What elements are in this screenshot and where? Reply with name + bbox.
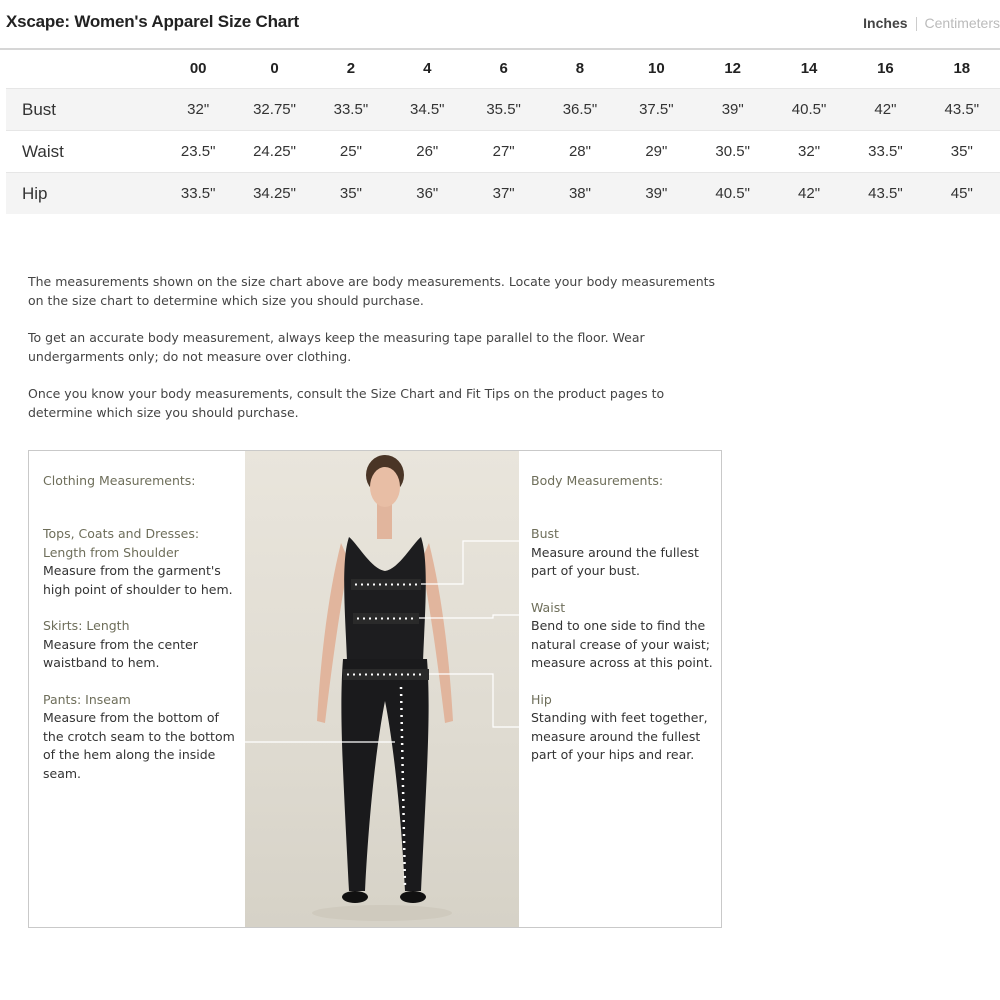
body-item-text: Standing with feet together, measure around the fullest part of your hips and rear. [531, 710, 708, 762]
size-header: 6 [499, 59, 508, 77]
size-header: 16 [877, 59, 894, 77]
table-cell: 37.5" [618, 89, 694, 131]
table-cell: 45" [924, 173, 1000, 215]
table-cell: 33.5" [847, 131, 923, 173]
size-header: 10 [647, 59, 665, 77]
body-item-bust [531, 525, 717, 581]
table-cell: 28" [542, 131, 618, 173]
body-item-title: Bust [531, 526, 559, 541]
table-cell: 29" [618, 131, 694, 173]
body-item-title: Hip [531, 691, 552, 707]
body-item-text: Bend to one side to find the natural crease of your waist; measure across at this point. [531, 618, 713, 670]
table-cell: 35.5" [465, 89, 541, 131]
row-label: Hip [6, 173, 160, 215]
size-header: 4 [423, 59, 432, 77]
body-item-title: Waist [531, 599, 566, 615]
table-cell: 43.5" [847, 173, 923, 215]
page-title: Xscape: Women's Apparel Size Chart [6, 12, 299, 31]
clothing-item-text: Measure from the garment's high point of shoulder to hem. [43, 563, 233, 597]
table-cell: 26" [389, 131, 465, 173]
table-cell: 43.5" [924, 89, 1000, 131]
row-label: Bust [6, 89, 160, 131]
table-cell: 35" [924, 131, 1000, 173]
size-header: 18 [953, 59, 971, 77]
body-item-waist [531, 599, 717, 673]
measurement-instructions [28, 273, 728, 441]
table-cell: 23.5" [160, 131, 236, 173]
clothing-item-text: Measure from the bottom of the crotch seam to the bottom of the hem along the inside seam. [43, 710, 235, 781]
body-measurements-heading: Body Measurements: [531, 473, 664, 488]
intro-paragraph: The measurements shown on the size chart above are body measurements. Locate your body measurements on the size chart to determine which size you should purchase. [28, 274, 716, 308]
clothing-item-title: Skirts: Length [43, 618, 130, 633]
table-row-bust [6, 89, 1000, 131]
size-header: 14 [800, 59, 818, 77]
intro-paragraph: To get an accurate body measurement, always keep the measuring tape parallel to the floor. Wear undergarments only; do not measure over clothing. [28, 330, 645, 364]
table-cell: 42" [847, 89, 923, 131]
clothing-item [43, 525, 243, 599]
table-cell: 40.5" [771, 89, 847, 131]
size-header: 0 [270, 59, 279, 77]
clothing-item-title: Tops, Coats and Dresses: Length from Shoulder [43, 526, 200, 560]
table-cell: 24.25" [236, 131, 312, 173]
table-cell: 32" [160, 89, 236, 131]
body-item-hip [531, 691, 717, 765]
body-item-text: Measure around the fullest part of your bust. [531, 544, 699, 578]
size-header: 2 [346, 59, 356, 77]
clothing-item [43, 617, 243, 673]
table-cell: 40.5" [695, 173, 771, 215]
clothing-item-text: Measure from the center waistband to hem. [43, 636, 198, 670]
waist-tape [353, 613, 419, 624]
corner-cell [6, 48, 160, 89]
clothing-item-title: Pants: Inseam [43, 691, 131, 707]
table-cell: 27" [465, 131, 541, 173]
table-cell: 36.5" [542, 89, 618, 131]
page-header [0, 0, 1000, 50]
unit-centimeters-toggle[interactable]: Centimeters [924, 15, 1000, 31]
table-cell: 39" [618, 173, 694, 215]
table-cell: 33.5" [160, 173, 236, 215]
clothing-measurements-heading: Clothing Measurements: [43, 473, 196, 488]
size-header-row [6, 48, 1000, 89]
measurement-guide-panel [28, 450, 722, 928]
table-cell: 39" [695, 89, 771, 131]
table-cell: 32" [771, 131, 847, 173]
clothing-item [43, 691, 243, 784]
table-row-waist [6, 131, 1000, 173]
size-header: 12 [724, 59, 742, 77]
table-cell: 36" [389, 173, 465, 215]
model-photo [245, 451, 519, 927]
table-cell: 34.5" [389, 89, 465, 131]
table-cell: 30.5" [695, 131, 771, 173]
size-chart-table [6, 48, 1000, 214]
unit-inches-toggle[interactable]: Inches [863, 15, 908, 31]
table-cell: 25" [313, 131, 389, 173]
row-label: Waist [6, 131, 160, 173]
model-illustration [245, 451, 519, 927]
body-measurements-column [531, 473, 717, 783]
table-cell: 42" [771, 173, 847, 215]
clothing-measurements-column [43, 473, 243, 801]
intro-paragraph: Once you know your body measurements, consult the Size Chart and Fit Tips on the product pages to determine which size you should purchase. [28, 386, 665, 420]
size-header: 8 [575, 59, 585, 77]
table-cell: 32.75" [236, 89, 312, 131]
size-header: 00 [189, 59, 207, 77]
table-cell: 33.5" [313, 89, 389, 131]
bust-tape [351, 579, 421, 590]
hip-tape [343, 669, 429, 680]
table-row-hip [6, 173, 1000, 215]
unit-switcher [863, 15, 1000, 31]
unit-divider [916, 17, 917, 31]
table-cell: 35" [313, 173, 389, 215]
table-cell: 37" [465, 173, 541, 215]
table-cell: 34.25" [236, 173, 312, 215]
table-cell: 38" [542, 173, 618, 215]
